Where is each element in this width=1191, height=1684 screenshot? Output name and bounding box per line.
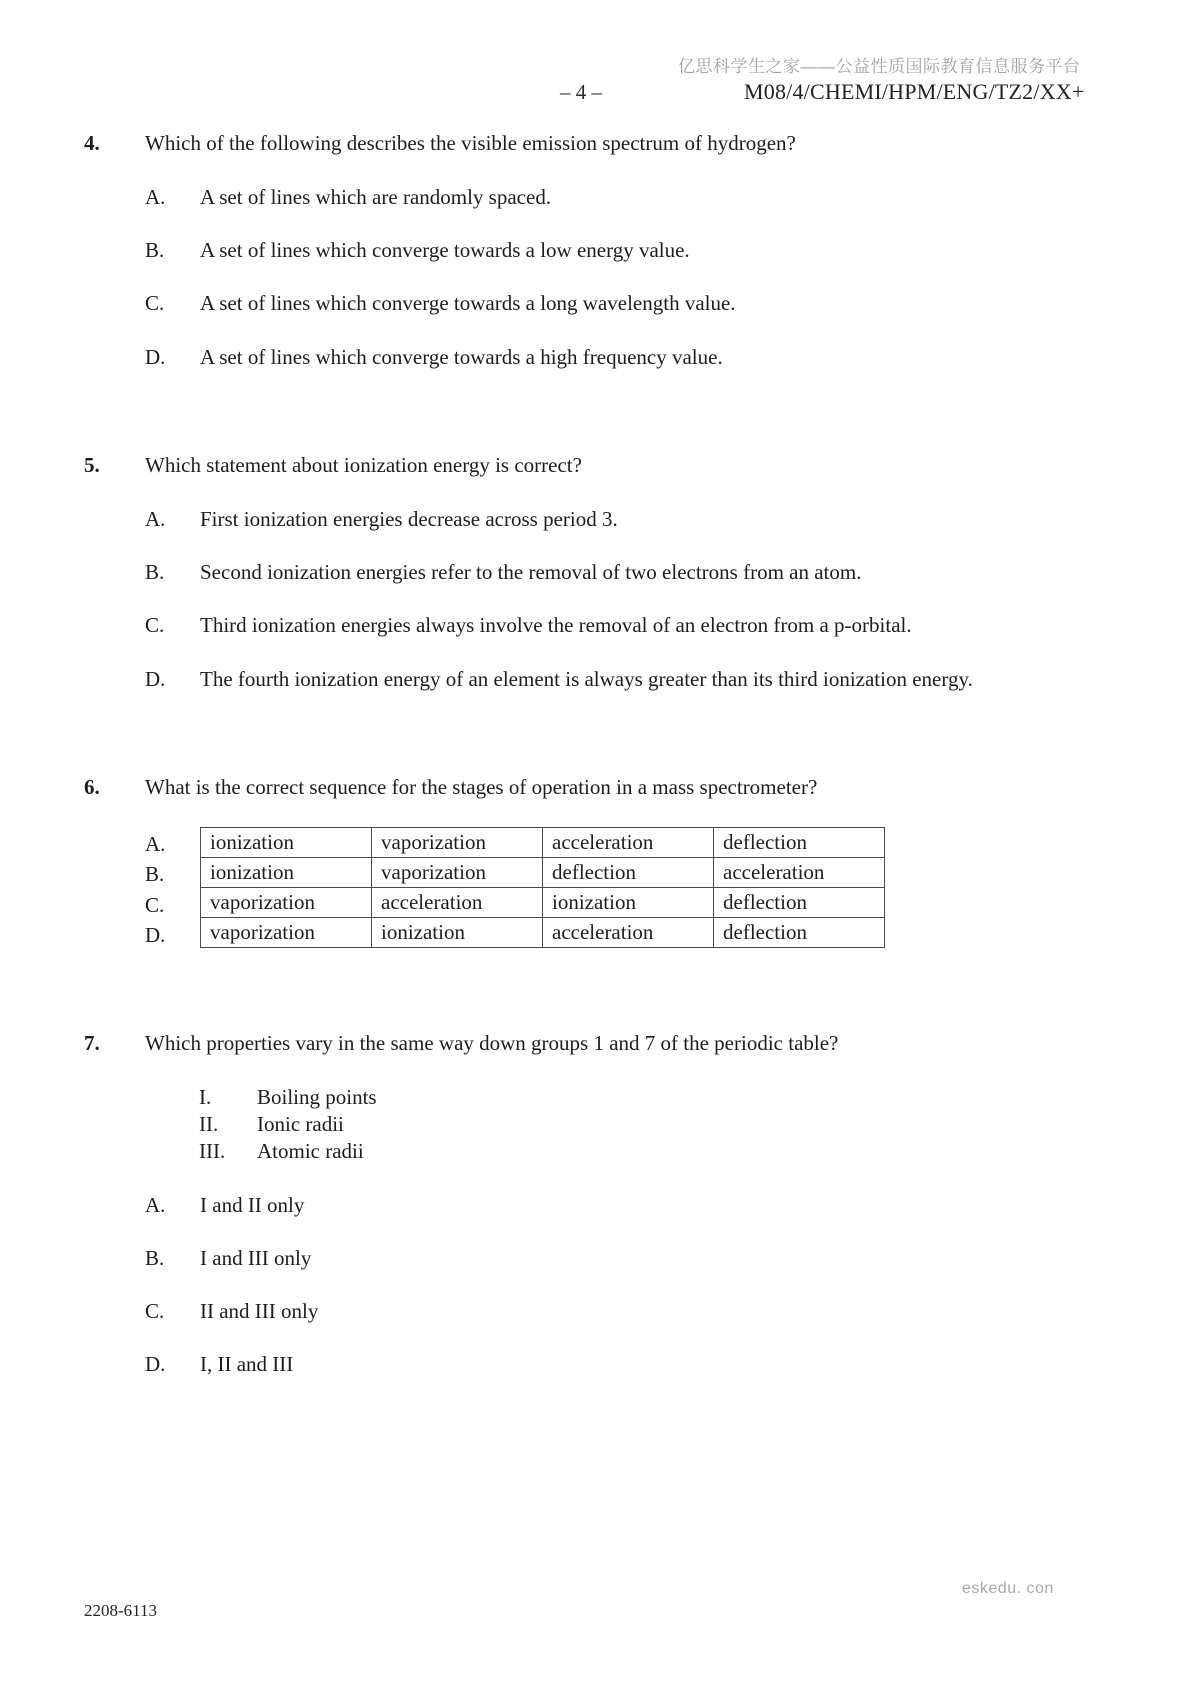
question-5-option-c (0, 613, 1191, 641)
question-7-text: Which properties vary in the same way down groups 1 and 7 of the periodic table? (145, 1031, 839, 1055)
question-6 (0, 775, 1191, 803)
option-text: The fourth ionization energy of an element is always greater than its third ionization energy. (200, 667, 973, 691)
question-6-row-letter-d: D. (145, 923, 166, 947)
question-4-text: Which of the following describes the visible emission spectrum of hydrogen? (145, 131, 796, 155)
table-cell: acceleration (372, 888, 543, 918)
table-cell: vaporization (372, 858, 543, 888)
table-cell: acceleration (714, 858, 885, 888)
table-cell: deflection (543, 858, 714, 888)
table-cell: deflection (714, 918, 885, 948)
mass-spectrometer-stages-table (200, 827, 885, 948)
table-row (201, 918, 885, 948)
option-letter: B. (145, 238, 165, 262)
statement-numeral: II. (199, 1112, 219, 1136)
paper-code: M08/4/CHEMI/HPM/ENG/TZ2/XX+ (744, 79, 1085, 104)
question-7-option-a (0, 1193, 1191, 1221)
table-row (201, 858, 885, 888)
option-text: I and II only (200, 1193, 305, 1217)
table-cell: vaporization (201, 918, 372, 948)
option-text: I, II and III (200, 1352, 294, 1376)
question-5-option-a (0, 507, 1191, 535)
table-cell: ionization (372, 918, 543, 948)
statement-numeral: III. (199, 1139, 226, 1163)
table-cell: deflection (714, 888, 885, 918)
page-number: – 4 – (560, 80, 602, 104)
option-letter: D. (145, 345, 166, 369)
question-7-statement-1 (0, 1085, 1191, 1113)
table-cell: deflection (714, 828, 885, 858)
table-row (201, 888, 885, 918)
question-5-option-b (0, 560, 1191, 588)
question-5-number: 5. (84, 453, 100, 477)
question-6-text: What is the correct sequence for the stages of operation in a mass spectrometer? (145, 775, 818, 799)
statement-text: Boiling points (257, 1085, 377, 1109)
table-cell: acceleration (543, 918, 714, 948)
site-banner: 亿思科学生之家——公益性质国际教育信息服务平台 (678, 57, 1081, 76)
question-7-statement-2 (0, 1112, 1191, 1140)
option-letter: C. (145, 1299, 165, 1323)
question-4-option-b (0, 238, 1191, 266)
question-7-option-d (0, 1352, 1191, 1380)
table-cell: acceleration (543, 828, 714, 858)
watermark-text: eskedu. con (962, 1580, 1054, 1597)
option-text: A set of lines which converge towards a long wavelength value. (200, 291, 736, 315)
option-letter: C. (145, 291, 165, 315)
option-letter: C. (145, 613, 165, 637)
option-letter: A. (145, 185, 166, 209)
option-text: Second ionization energies refer to the removal of two electrons from an atom. (200, 560, 862, 584)
question-6-number: 6. (84, 775, 100, 799)
table-cell: ionization (201, 858, 372, 888)
table-cell: ionization (543, 888, 714, 918)
question-4-option-d (0, 345, 1191, 373)
question-5-option-d (0, 667, 1191, 695)
statement-text: Ionic radii (257, 1112, 344, 1136)
table-cell: vaporization (372, 828, 543, 858)
question-5-text: Which statement about ionization energy is correct? (145, 453, 582, 477)
question-7-option-c (0, 1299, 1191, 1327)
question-5 (0, 453, 1191, 481)
option-text: I and III only (200, 1246, 312, 1270)
question-7 (0, 1031, 1191, 1059)
question-6-row-letter-c: C. (145, 893, 165, 917)
statement-text: Atomic radii (257, 1139, 364, 1163)
option-letter: D. (145, 1352, 166, 1376)
option-text: A set of lines which are randomly spaced. (200, 185, 552, 209)
table-cell: ionization (201, 828, 372, 858)
option-letter: A. (145, 1193, 166, 1217)
option-text: II and III only (200, 1299, 319, 1323)
question-7-statement-3 (0, 1139, 1191, 1167)
option-text: A set of lines which converge towards a low energy value. (200, 238, 690, 262)
question-6-row-letter-a: A. (145, 832, 166, 856)
question-4-option-a (0, 185, 1191, 213)
option-letter: B. (145, 560, 165, 584)
question-4-option-c (0, 291, 1191, 319)
question-7-option-b (0, 1246, 1191, 1274)
table-cell: vaporization (201, 888, 372, 918)
question-7-number: 7. (84, 1031, 100, 1055)
option-letter: B. (145, 1246, 165, 1270)
option-letter: D. (145, 667, 166, 691)
option-text: First ionization energies decrease across period 3. (200, 507, 618, 531)
question-4 (0, 131, 1191, 159)
table-row (201, 828, 885, 858)
question-4-number: 4. (84, 131, 100, 155)
exam-code: 2208-6113 (84, 1601, 158, 1620)
question-6-row-letter-b: B. (145, 862, 165, 886)
option-text: A set of lines which converge towards a high frequency value. (200, 345, 723, 369)
option-text: Third ionization energies always involve the removal of an electron from a p-orbital. (200, 613, 912, 637)
option-letter: A. (145, 507, 166, 531)
statement-numeral: I. (199, 1085, 212, 1109)
